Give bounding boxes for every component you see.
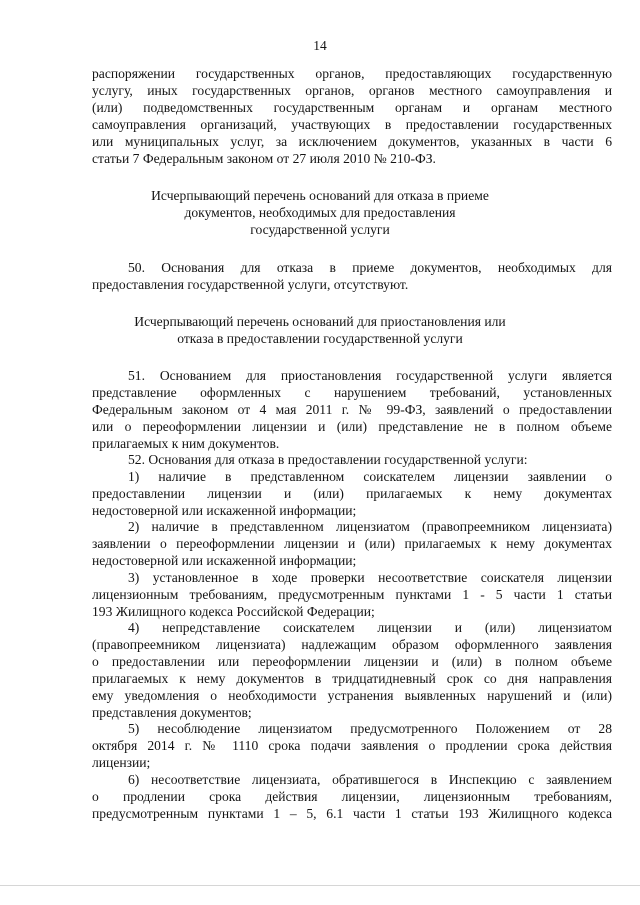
paragraph-line: 3) установленное в ходе проверки несоответствие соискателя лицензии	[128, 570, 612, 585]
paragraph-line: 52. Основания для отказа в предоставлении государственной услуги:	[128, 452, 528, 467]
paragraph-line: представления документов;	[92, 705, 252, 720]
paragraph-line: статьи 7 Федеральным законом от 27 июля 2010 № 210-ФЗ.	[92, 151, 436, 166]
section-heading-line: документов, необходимых для предоставления	[184, 205, 456, 220]
paragraph-line: 6) несоответствие лицензиата, обратившегося в Инспекцию с заявлением	[128, 772, 612, 787]
paragraph-line: или муниципальных услуг, за исключением документов, указанных в части 6	[92, 134, 612, 149]
paragraph-line: о предоставлении или переоформлении лицензии и (или) в полном объеме	[92, 654, 612, 669]
paragraph-line: Федеральным законом от 4 мая 2011 г. № 99-ФЗ, заявлений о предоставлении	[92, 402, 612, 417]
paragraph-line: недостоверной или искаженной информации;	[92, 503, 357, 518]
page-bottom-edge	[0, 885, 640, 886]
paragraph-line: самоуправления организаций, участвующих в предоставлении государственных	[92, 117, 612, 132]
paragraph-line: (правопреемником лицензиата) надлежащим образом оформленного заявления	[92, 637, 612, 652]
paragraph-line: заявлении о переоформлении лицензии и (или) прилагаемых к нему документах	[92, 536, 612, 551]
paragraph-line: недостоверной или искаженной информации;	[92, 553, 357, 568]
paragraph-line: 50. Основания для отказа в приеме документов, необходимых для	[128, 260, 612, 275]
section-heading-line: государственной услуги	[250, 222, 390, 237]
paragraph-line: лицензии;	[92, 755, 151, 770]
paragraph-line: 2) наличие в представленном лицензиатом (правопреемником лицензиата)	[128, 519, 612, 534]
paragraph-line: 5) несоблюдение лицензиатом предусмотренного Положением от 28	[128, 721, 612, 736]
paragraph-line: услугу, иных государственных органов, органов местного самоуправления и	[92, 83, 612, 98]
page-number: 14	[313, 38, 327, 53]
paragraph-line: лицензионным требованиям, предусмотренным пунктами 1 - 5 части 1 статьи	[92, 587, 612, 602]
paragraph-line: предоставлении лицензии и (или) прилагаемых к нему документах	[92, 486, 612, 501]
paragraph-line: предоставления государственной услуги, отсутствуют.	[92, 277, 409, 292]
paragraph-line: 1) наличие в представленном соискателем лицензии заявлении о	[128, 469, 612, 484]
paragraph-line: предусмотренным пунктами 1 – 5, 6.1 части 1 статьи 193 Жилищного кодекса	[92, 806, 612, 821]
paragraph-line: 51. Основанием для приостановления государственной услуги является	[128, 368, 612, 383]
section-heading-line: Исчерпывающий перечень оснований для отказа в приеме	[151, 188, 489, 203]
paragraph-line: прилагаемых к ним документов.	[92, 436, 280, 451]
paragraph-line: представление оформленных с нарушением требований, установленных	[92, 385, 612, 400]
section-heading-line: Исчерпывающий перечень оснований для приостановления или	[134, 314, 506, 329]
paragraph-line: прилагаемых к нему документов в тридцатидневный срок со дня направления	[92, 671, 612, 686]
paragraph-line: октября 2014 г. № 1110 срока подачи заявления о продлении срока действия	[92, 738, 612, 753]
section-heading-line: отказа в предоставлении государственной услуги	[177, 331, 463, 346]
paragraph-line: о продлении срока действия лицензии, лицензионным требованиям,	[92, 789, 612, 804]
paragraph-line: 193 Жилищного кодекса Российской Федерации;	[92, 604, 375, 619]
paragraph-line: или о переоформлении лицензии и (или) представление не в полном объеме	[92, 419, 612, 434]
paragraph-line: (или) подведомственных государственным органам и органам местного	[92, 100, 612, 115]
paragraph-line: распоряжении государственных органов, предоставляющих государственную	[92, 66, 612, 81]
paragraph-line: 4) непредставление соискателем лицензии и (или) лицензиатом	[128, 620, 612, 635]
paragraph-line: ему уведомления о необходимости устранения выявленных нарушений и (или)	[92, 688, 612, 703]
